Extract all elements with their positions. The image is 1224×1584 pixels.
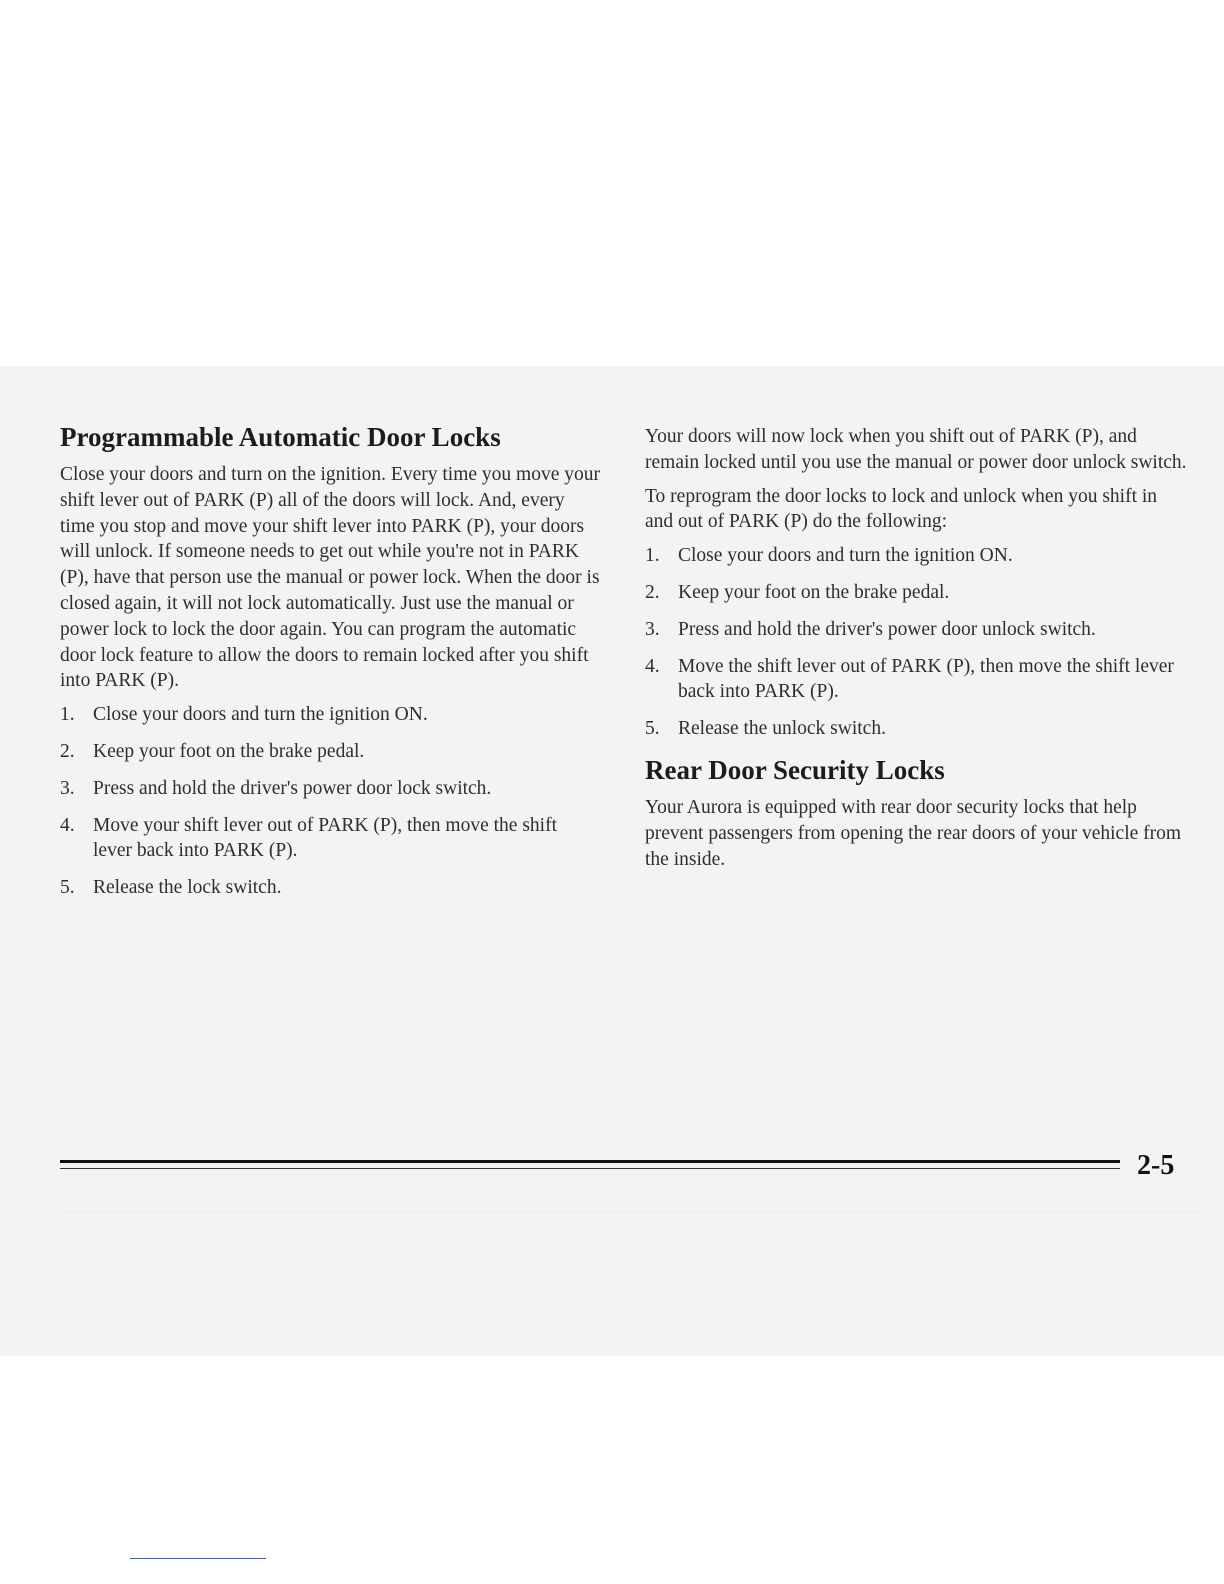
list-item	[645, 654, 1190, 706]
footer-rule	[60, 1160, 1120, 1163]
step-number: 5.	[60, 877, 75, 899]
step-text: Move your shift lever out of PARK (P), then move the shift lever back into PARK (P).	[93, 814, 557, 862]
step-text: Close your doors and turn the ignition ON.	[93, 704, 428, 726]
unlock-program-steps	[645, 543, 1190, 742]
step-text: Press and hold the driver's power door lock switch.	[93, 777, 492, 799]
step-text: Move the shift lever out of PARK (P), then move the shift lever back into PARK (P).	[678, 655, 1174, 703]
section-heading-programmable-locks: Programmable Automatic Door Locks	[60, 422, 501, 452]
list-item	[60, 813, 600, 865]
list-item	[60, 875, 600, 901]
step-text: Keep your foot on the brake pedal.	[93, 740, 365, 762]
step-text: Press and hold the driver's power door unlock switch.	[678, 618, 1096, 640]
step-number: 5.	[645, 718, 660, 740]
step-text: Keep your foot on the brake pedal.	[678, 581, 950, 603]
step-number: 3.	[645, 618, 660, 640]
list-item	[60, 776, 600, 802]
step-number: 2.	[60, 740, 75, 762]
footer-rule-thin	[60, 1168, 1120, 1169]
list-item	[645, 580, 1190, 606]
page-number: 2-5	[1137, 1150, 1175, 1181]
security-locks-paragraph: Your Aurora is equipped with rear door security locks that help prevent passengers from opening the rear doors of your vehicle from the inside.	[645, 796, 1182, 870]
list-item	[60, 702, 600, 728]
step-number: 4.	[645, 655, 660, 677]
step-text: Release the unlock switch.	[678, 718, 886, 740]
bottom-underline	[130, 1558, 266, 1559]
lock-program-steps	[60, 702, 600, 901]
list-item	[645, 617, 1190, 643]
list-item	[645, 716, 1190, 742]
step-text: Close your doors and turn the ignition ON.	[678, 545, 1013, 567]
step-number: 2.	[645, 581, 660, 603]
reprogram-paragraph: To reprogram the door locks to lock and unlock when you shift in and out of PARK (P) do the following:	[645, 485, 1158, 533]
section-heading-rear-door-security: Rear Door Security Locks	[645, 754, 945, 785]
list-item	[60, 739, 600, 765]
scan-artifact-line	[60, 1212, 1200, 1213]
step-number: 4.	[60, 814, 75, 836]
step-number: 3.	[60, 777, 75, 799]
list-item	[645, 543, 1190, 569]
left-column	[60, 420, 600, 912]
step-number: 1.	[645, 545, 660, 567]
programmable-locks-paragraph: Close your doors and turn on the ignition. Every time you move your shift lever out of PARK (P) all of the doors will lock. And, every time you stop and move your shift lever into PARK (P), your doors will unlock. If someone needs to get out while you're not in PARK (P), have that person use the manual or power lock. When the door is closed again, it will not lock automatically. Just use the manual or power lock to lock the door again. You can program the automatic door lock feature to allow the doors to remain locked after you shift into PARK (P).	[60, 464, 600, 692]
right-column	[645, 424, 1190, 880]
step-text: Release the lock switch.	[93, 877, 282, 899]
locked-status-paragraph: Your doors will now lock when you shift out of PARK (P), and remain locked until you use the manual or power door unlock switch.	[645, 426, 1187, 473]
step-number: 1.	[60, 704, 75, 726]
